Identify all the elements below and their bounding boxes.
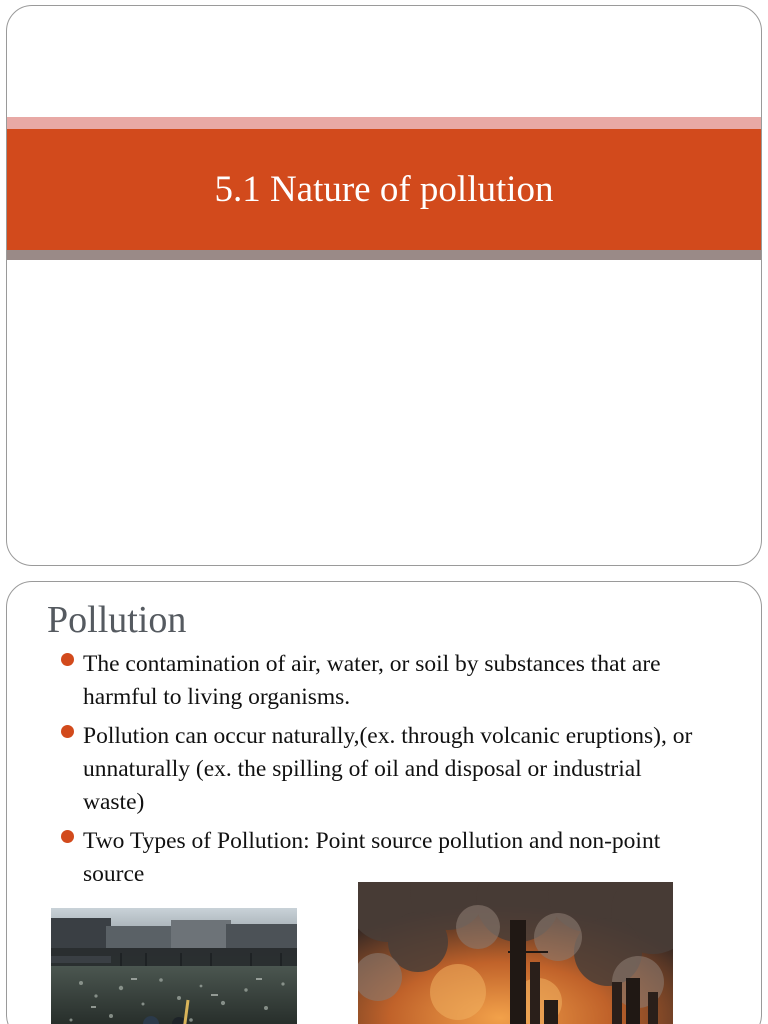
title-band-top-stripe [7,117,761,129]
slide-heading: 5.1 Nature of pollution [214,169,554,210]
polluted-water-image [51,908,297,1024]
title-band-bottom-stripe [7,250,761,260]
list-item [61,720,701,819]
bullet-text: Pollution can occur naturally,(ex. through volcanic eruptions), or unnaturally (ex. the spilling of oil and disposal or industrial waste) [83,723,693,815]
bullet-icon [61,830,74,843]
list-item [61,648,701,714]
factory-smoke-image [358,882,673,1024]
slide-pollution [6,581,762,1024]
slide-title [6,5,762,566]
bullet-text: The contamination of air, water, or soil by substances that are harmful to living organisms. [83,651,661,710]
bullet-icon [61,725,74,738]
slide-heading: Pollution [47,599,187,641]
bullet-list [61,648,701,897]
bullet-text: Two Types of Pollution: Point source pollution and non-point source [83,828,661,887]
bullet-icon [61,653,74,666]
polluted-water-photo [51,908,297,1024]
title-band [7,129,761,250]
factory-smoke-photo [358,882,673,1024]
